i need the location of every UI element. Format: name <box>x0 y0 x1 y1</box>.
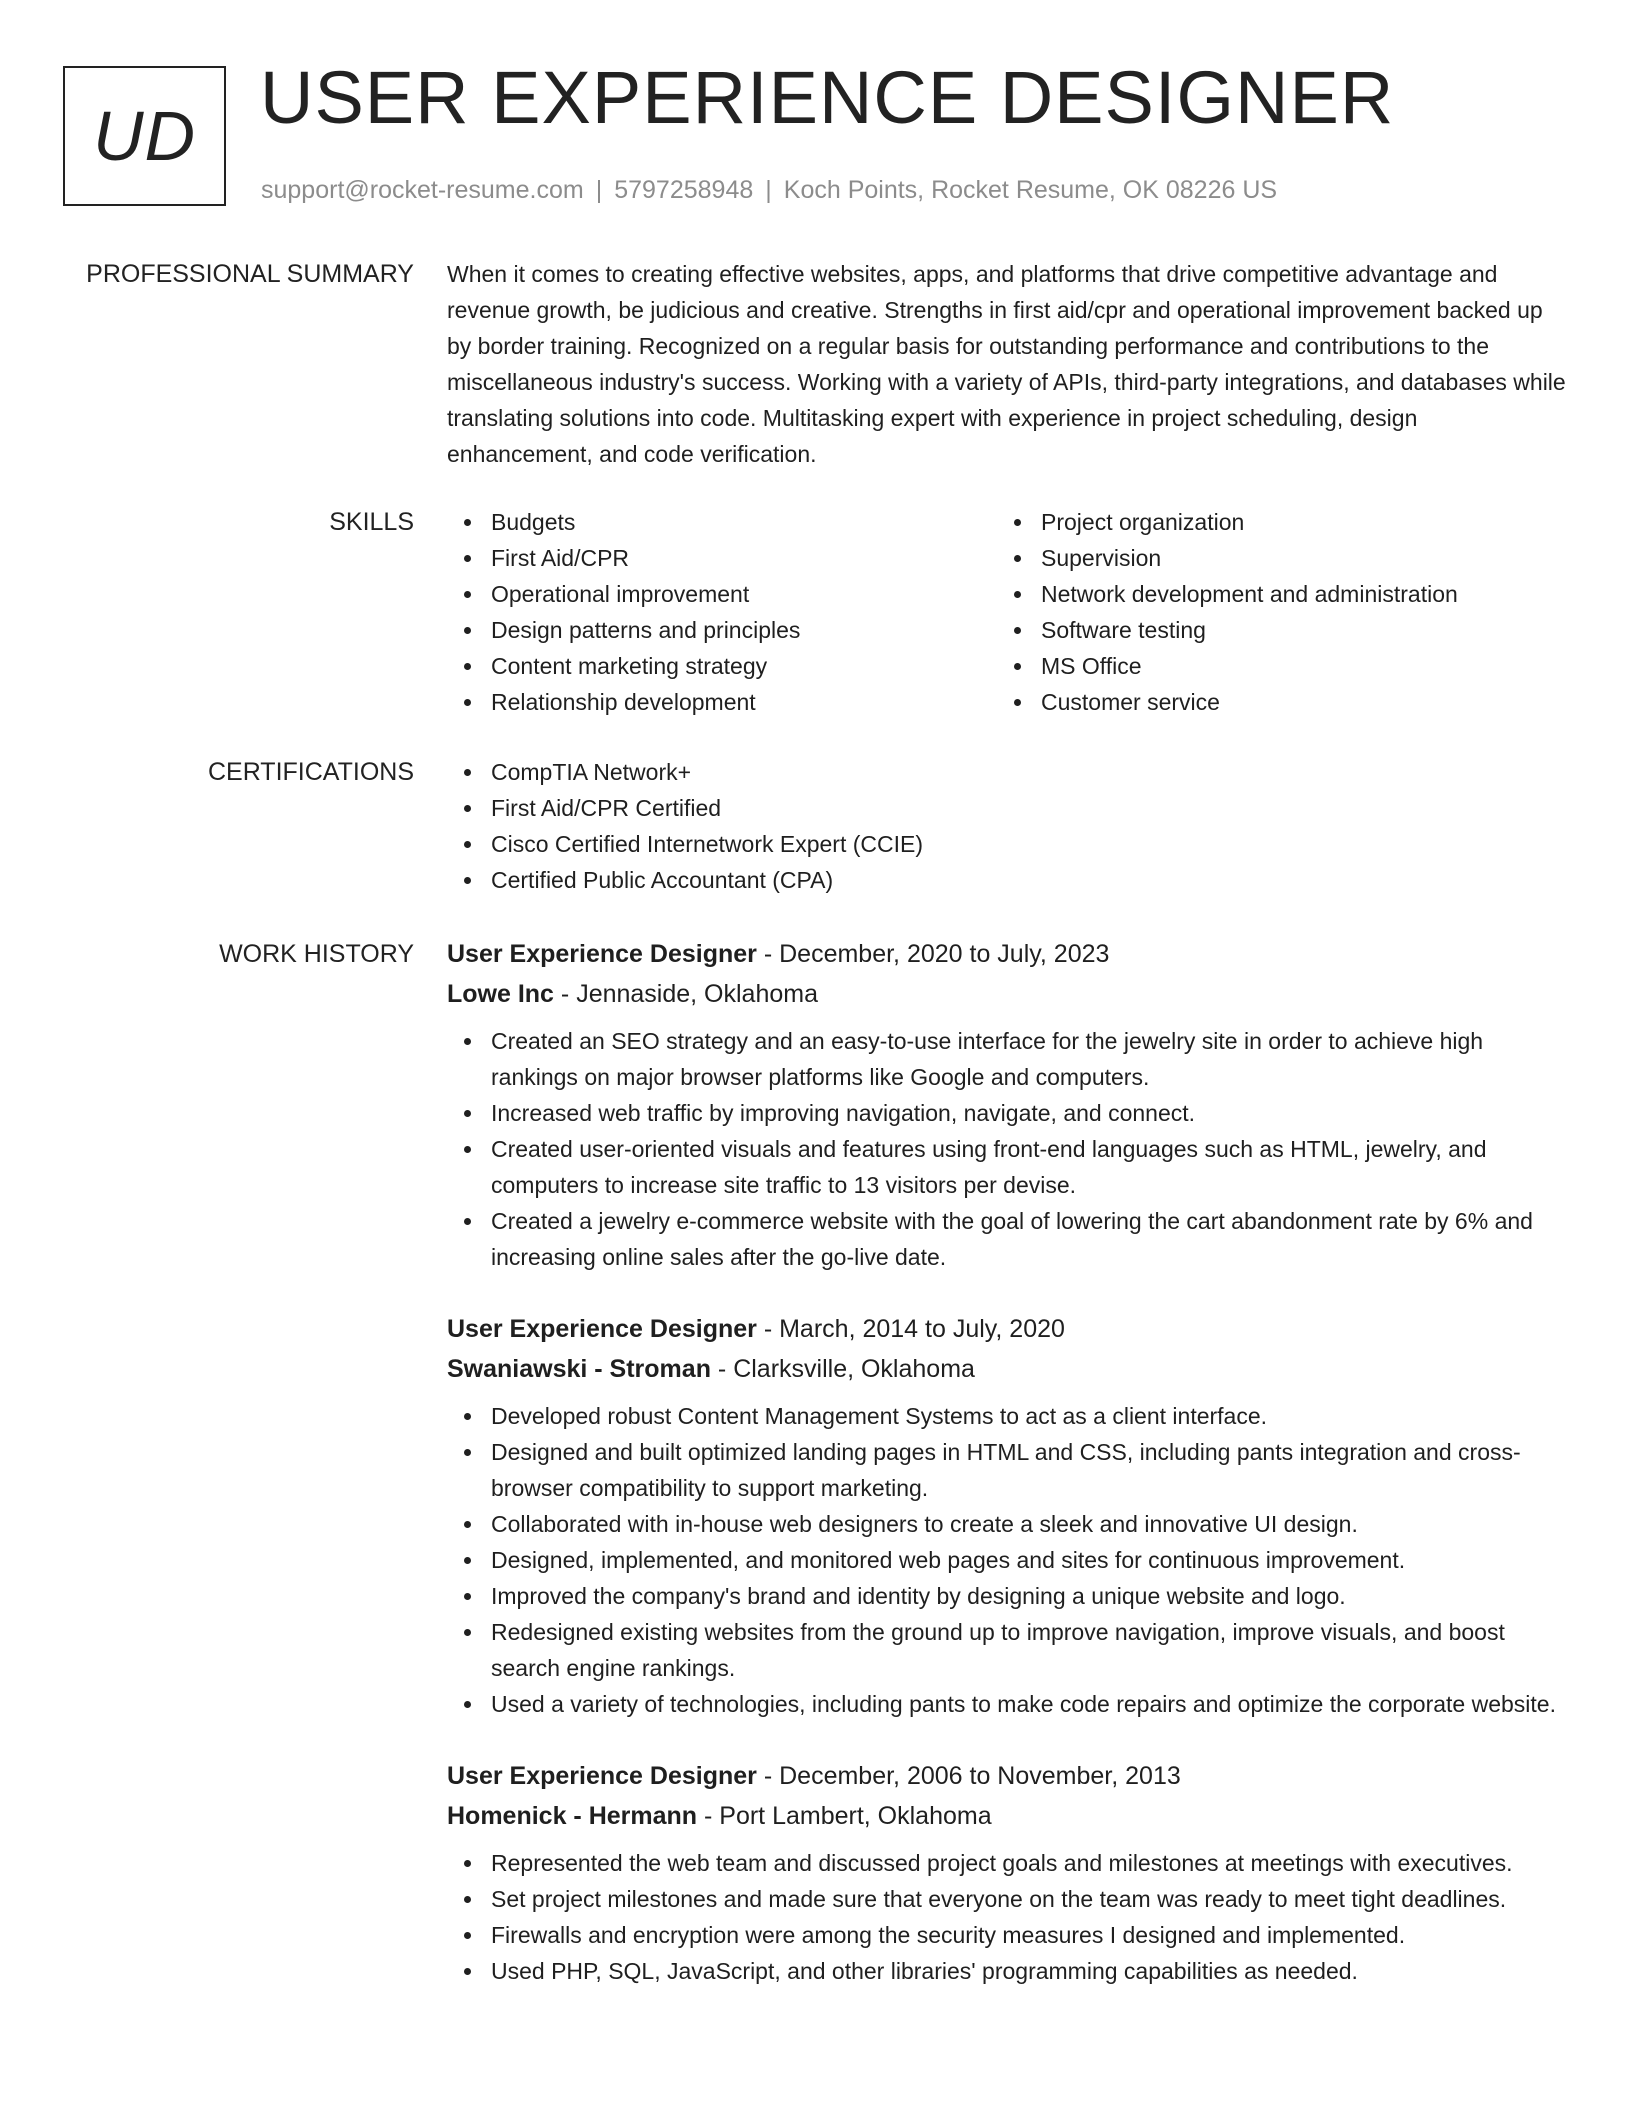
resume-title: USER EXPERIENCE DESIGNER <box>260 56 1395 139</box>
work-label: WORK HISTORY <box>219 940 414 968</box>
skill-item: Content marketing strategy <box>491 648 997 684</box>
job-bullet: Collaborated with in-house web designers to create a sleek and innovative UI design. <box>491 1506 1567 1542</box>
skills-label: SKILLS <box>329 508 414 536</box>
job-title: User Experience Designer <box>447 1762 757 1790</box>
job-dates: December, 2020 to July, 2023 <box>779 940 1110 968</box>
job-bullets <box>447 1845 1567 1989</box>
job-bullet: Represented the web team and discussed project goals and milestones at meetings with executives. <box>491 1845 1567 1881</box>
certification-item: Cisco Certified Internetwork Expert (CCIE) <box>491 826 1567 862</box>
skills-body <box>447 504 1567 720</box>
summary-body <box>447 256 1567 472</box>
job-dash: - <box>697 1802 720 1830</box>
skill-item: Operational improvement <box>491 576 997 612</box>
job-dash: - <box>553 980 577 1008</box>
skill-item: MS Office <box>1041 648 1547 684</box>
job-location: Jennaside, Oklahoma <box>576 980 818 1008</box>
job-entry <box>447 1309 1567 1722</box>
skill-item: Design patterns and principles <box>491 612 997 648</box>
skill-item: Supervision <box>1041 540 1547 576</box>
job-location: Clarksville, Oklahoma <box>733 1355 975 1383</box>
job-title-line <box>447 934 1567 974</box>
job-bullet: Firewalls and encryption were among the security measures I designed and implemented. <box>491 1917 1567 1953</box>
job-bullet: Developed robust Content Management Systems to act as a client interface. <box>491 1398 1567 1434</box>
certification-item: Certified Public Accountant (CPA) <box>491 862 1567 898</box>
work-body <box>447 934 1567 2023</box>
skill-item: Customer service <box>1041 684 1547 720</box>
job-bullet: Designed, implemented, and monitored web pages and sites for continuous improvement. <box>491 1542 1567 1578</box>
skill-item: Network development and administration <box>1041 576 1547 612</box>
skill-item: Relationship development <box>491 684 997 720</box>
job-entry <box>447 934 1567 1275</box>
job-entry <box>447 1756 1567 1989</box>
job-location: Port Lambert, Oklahoma <box>719 1802 992 1830</box>
contact-email[interactable]: support@rocket-resume.com <box>261 176 584 204</box>
certifications-body <box>447 754 1567 898</box>
contact-separator: | <box>765 176 772 204</box>
certification-item: CompTIA Network+ <box>491 754 1567 790</box>
job-title: User Experience Designer <box>447 1315 757 1343</box>
skill-item: Budgets <box>491 504 997 540</box>
job-dash: - <box>756 1762 780 1790</box>
contact-separator: | <box>595 176 603 204</box>
job-bullet: Increased web traffic by improving navigation, navigate, and connect. <box>491 1095 1567 1131</box>
certifications-list <box>447 754 1567 898</box>
job-bullet: Designed and built optimized landing pages in HTML and CSS, including pants integration and cross-browser compatibility to support marketing. <box>491 1434 1567 1506</box>
job-dash: - <box>710 1355 734 1383</box>
contact-address: Koch Points, Rocket Resume, OK 08226 US <box>783 176 1278 204</box>
job-bullet: Set project milestones and made sure that everyone on the team was ready to meet tight deadlines. <box>491 1881 1567 1917</box>
skill-item: First Aid/CPR <box>491 540 997 576</box>
job-company: Swaniawski - Stroman <box>447 1355 711 1383</box>
skills-list-right <box>997 504 1547 720</box>
monogram-box <box>63 66 226 206</box>
job-bullets <box>447 1398 1567 1722</box>
job-company-line <box>447 1349 1567 1389</box>
job-bullet: Created a jewelry e-commerce website with the goal of lowering the cart abandonment rate by 6% and increasing online sales after the go-live date. <box>491 1203 1567 1275</box>
skill-item: Project organization <box>1041 504 1547 540</box>
job-bullet: Used a variety of technologies, including pants to make code repairs and optimize the corporate website. <box>491 1686 1567 1722</box>
skills-list-left <box>447 504 997 720</box>
skill-item: Software testing <box>1041 612 1547 648</box>
contact-phone[interactable]: 5797258948 <box>614 176 754 204</box>
job-title-line <box>447 1756 1567 1796</box>
monogram-initials: UD <box>92 97 197 175</box>
summary-label: PROFESSIONAL SUMMARY <box>86 260 414 288</box>
certifications-label: CERTIFICATIONS <box>207 758 414 786</box>
contact-line <box>261 176 1277 205</box>
job-bullet: Created user-oriented visuals and features using front-end languages such as HTML, jewelry, and computers to increase site traffic to 13 visitors per devise. <box>491 1131 1567 1203</box>
job-company-line <box>447 974 1567 1014</box>
job-title: User Experience Designer <box>447 940 757 968</box>
job-bullet: Created an SEO strategy and an easy-to-use interface for the jewelry site in order to achieve high rankings on major browser platforms like Google and computers. <box>491 1023 1567 1095</box>
job-company: Lowe Inc <box>447 980 554 1008</box>
job-dates: December, 2006 to November, 2013 <box>779 1762 1181 1790</box>
job-bullets <box>447 1023 1567 1275</box>
job-dates: March, 2014 to July, 2020 <box>779 1315 1065 1343</box>
job-title-line <box>447 1309 1567 1349</box>
job-bullet: Used PHP, SQL, JavaScript, and other libraries' programming capabilities as needed. <box>491 1953 1567 1989</box>
job-bullet: Redesigned existing websites from the ground up to improve navigation, improve visuals, and boost search engine rankings. <box>491 1614 1567 1686</box>
job-company-line <box>447 1796 1567 1836</box>
job-dash: - <box>756 1315 780 1343</box>
summary-text: When it comes to creating effective websites, apps, and platforms that drive competitive advantage and revenue growth, be judicious and creative. Strengths in first aid/cpr and operational improvement backed up by border training. Recognized on a regular basis for outstanding performance and contributions to the miscellaneous industry's success. Working with a variety of APIs, third-party integrations, and databases while translating solutions into code. Multitasking expert with experience in project scheduling, design enhancement, and code verification. <box>447 261 1566 467</box>
certification-item: First Aid/CPR Certified <box>491 790 1567 826</box>
job-company: Homenick - Hermann <box>447 1802 698 1830</box>
job-dash: - <box>756 940 780 968</box>
job-bullet: Improved the company's brand and identity by designing a unique website and logo. <box>491 1578 1567 1614</box>
